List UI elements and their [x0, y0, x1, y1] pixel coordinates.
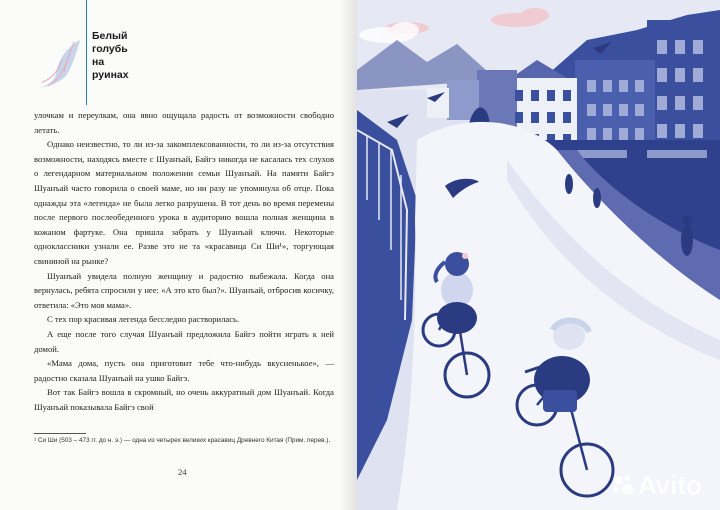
paragraph: Вот так Байгэ вошла в скромный, но очень аккуратный дом Шуанъай. Когда Шуанъай показывала Байгэ свой: [34, 387, 334, 412]
paragraph: С тех пор красивая легенда бесследно растворилась.: [47, 314, 240, 325]
street-illustration: [357, 0, 720, 510]
header-accent-rule: [86, 0, 87, 105]
paragraph: Однако неизвестно, то ли из-за закомплексованности, то ли из-за отсутствия возможности, находясь вместе с Шуанъай, Байгэ никогда не касалась тех слухов о легендарном материальном положении семьи Шуанъай. На памяти Байгэ Шуанъай часто говорила о своей маме, но ни разу не упомянула об отце. Пока однажды эта «легенда» не была легко разрушена. В тот день во время перемены после первого послеобеденного урока в аудиторию вошла полная женщина в кожаном фартуке. Она пришла забрать у Шуанъай ключи. Некоторые одноклассники узнали ее. Разве это не та «красавица Си Ши¹», торгующая свининой на рынке?: [34, 139, 334, 266]
chapter-title-line: руинах: [92, 69, 129, 81]
paragraph: улочкам и переулкам, она явно ощущала радость от возможности свободно летать.: [34, 110, 334, 135]
chapter-title: [92, 30, 202, 82]
paragraph: А еще после того случая Шуанъай предложила Байгэ пойти играть к ней домой.: [34, 328, 334, 354]
chapter-title-line: голубь: [92, 43, 128, 55]
avito-logo-icon: [612, 474, 634, 496]
page-number: 24: [178, 467, 187, 477]
footnote: ¹ Си Ши (503 – 473 гг. до н. э.) — одна из четырех великих красавиц Древнего Китая (Прим. перев.).: [34, 437, 331, 444]
left-page: [0, 0, 357, 510]
avito-watermark: [612, 470, 702, 500]
chapter-title-line: Белый: [92, 30, 128, 42]
chapter-title-line: на: [92, 56, 105, 68]
pigeon-icon: [36, 36, 86, 90]
avito-wordmark: Avito: [638, 469, 703, 500]
footnote-rule: [34, 433, 86, 434]
gutter-shadow: [340, 0, 357, 510]
paragraph: Шуанъай увидела полную женщину и радостно выбежала. Когда она вернулась, ребята спросили у нее: «А это кто был?». Шуанъай, отбросив косичку, ответила: «Это моя мама».: [34, 270, 334, 310]
body-text: [34, 108, 334, 414]
paragraph: «Мама дома, пусть она приготовит тебе что-нибудь вкусненькое», — радостно сказала Шуанъай на ушко Байгэ.: [34, 358, 334, 383]
